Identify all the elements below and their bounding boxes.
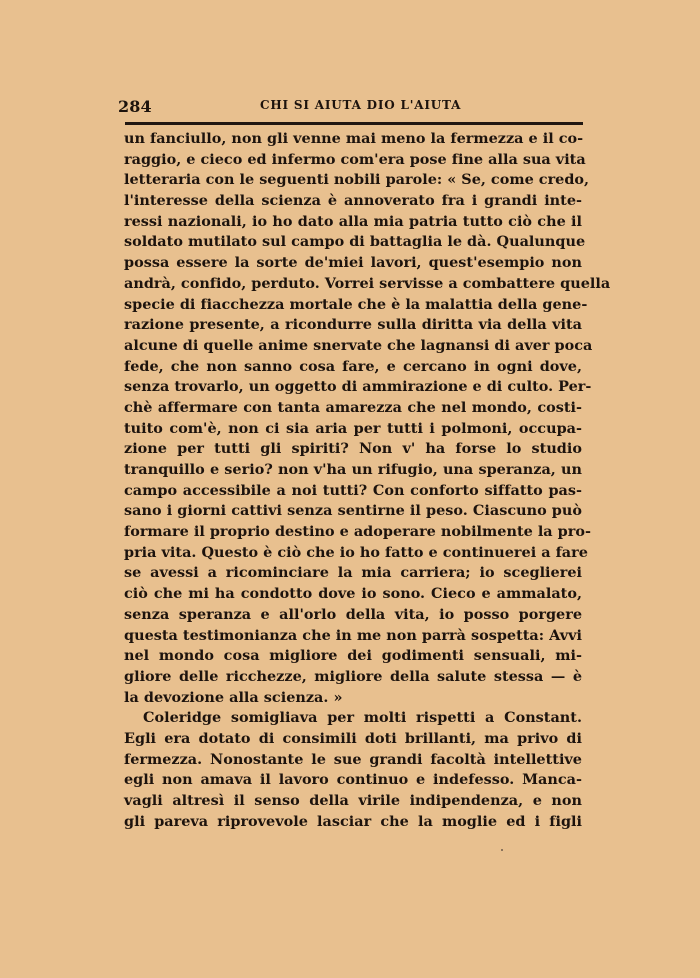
text-line: letteraria con le seguenti nobili parole: « Se, come credo,: [124, 171, 590, 189]
text-line: sano i giorni cattivi senza sentirne il peso. Ciascuno può: [124, 502, 582, 520]
page-number: 284: [118, 97, 152, 116]
text-line: gli pareva riprovevole lasciar che la moglie ed i figli: [124, 812, 582, 830]
text-line: se avessi a ricominciare la mia carriera; io sceglierei: [124, 564, 582, 582]
text-line: specie di fiacchezza mortale che è la malattia della gene-: [124, 295, 588, 313]
text-line: andrà, confido, perduto. Vorrei servisse a combattere quella: [124, 274, 611, 292]
text-line: tranquillo e serio? non v'ha un rifugio, una speranza, un: [124, 461, 582, 478]
text-line: gliore delle ricchezze, migliore della salute stessa — è: [124, 667, 582, 685]
text-line: campo accessibile a noi tutti? Con conforto siffatto pas-: [124, 481, 582, 499]
text-line: questa testimonianza che in me non parrà sospetta: Avvi: [124, 626, 582, 644]
text-line: pria vita. Questo è ciò che io ho fatto e continuerei a fare: [124, 543, 588, 561]
text-line: chè affermare con tanta amarezza che nel mondo, costi-: [124, 398, 582, 416]
text-line: senza speranza e all'orlo della vita, io posso porgere: [124, 605, 582, 623]
text-line: formare il proprio destino e adoperare nobilmente la pro-: [124, 523, 591, 541]
page-text: [124, 129, 611, 832]
text-line: zione per tutti gli spiriti? Non v' ha forse lo studio: [124, 440, 582, 458]
text-line: razione presente, a ricondurre sulla diritta via della vita: [124, 316, 582, 334]
text-line: tuito com'è, non ci sia aria per tutti i polmoni, occupa-: [124, 419, 582, 437]
quote-final-line: la devozione alla scienza. »: [124, 688, 343, 706]
text-line: ressi nazionali, io ho dato alla mia patria tutto ciò che il: [124, 212, 582, 230]
text-line: fermezza. Nonostante le sue grandi facoltà intellettive: [124, 750, 582, 768]
text-line: l'interesse della scienza è annoverato fra i grandi inte-: [124, 192, 582, 210]
text-line: Egli era dotato di consimili doti brillanti, ma privo di: [124, 729, 582, 747]
header-rule: [125, 122, 583, 125]
text-line: fede, che non sanno cosa fare, e cercano in ogni dove,: [124, 357, 582, 375]
text-line: un fanciullo, non gli venne mai meno la fermezza e il co-: [124, 130, 584, 147]
running-title: CHI SI AIUTA DIO L'AIUTA: [260, 98, 462, 112]
paper-speck: [501, 849, 503, 851]
text-line: vagli altresì il senso della virile indipendenza, e non: [124, 792, 582, 809]
text-line: nel mondo cosa migliore dei godimenti sensuali, mi-: [124, 647, 582, 665]
text-line: senza trovarlo, un oggetto di ammirazione e di culto. Per-: [124, 378, 592, 396]
text-line: raggio, e cieco ed infermo com'era pose fine alla sua vita: [124, 150, 586, 168]
text-line: possa essere la sorte de'miei lavori, quest'esempio non: [124, 254, 582, 272]
text-line: soldato mutilato sul campo di battaglia le dà. Qualunque: [124, 233, 586, 251]
text-line: ciò che mi ha condotto dove io sono. Cieco e ammalato,: [124, 585, 582, 603]
paragraph-first-line: Coleridge somigliava per molti rispetti a Constant.: [143, 709, 582, 727]
text-line: egli non amava il lavoro continuo e indefesso. Manca-: [124, 771, 582, 789]
text-line: alcune di quelle anime snervate che lagnansi di aver poca: [124, 336, 593, 354]
page-header: [118, 97, 583, 117]
